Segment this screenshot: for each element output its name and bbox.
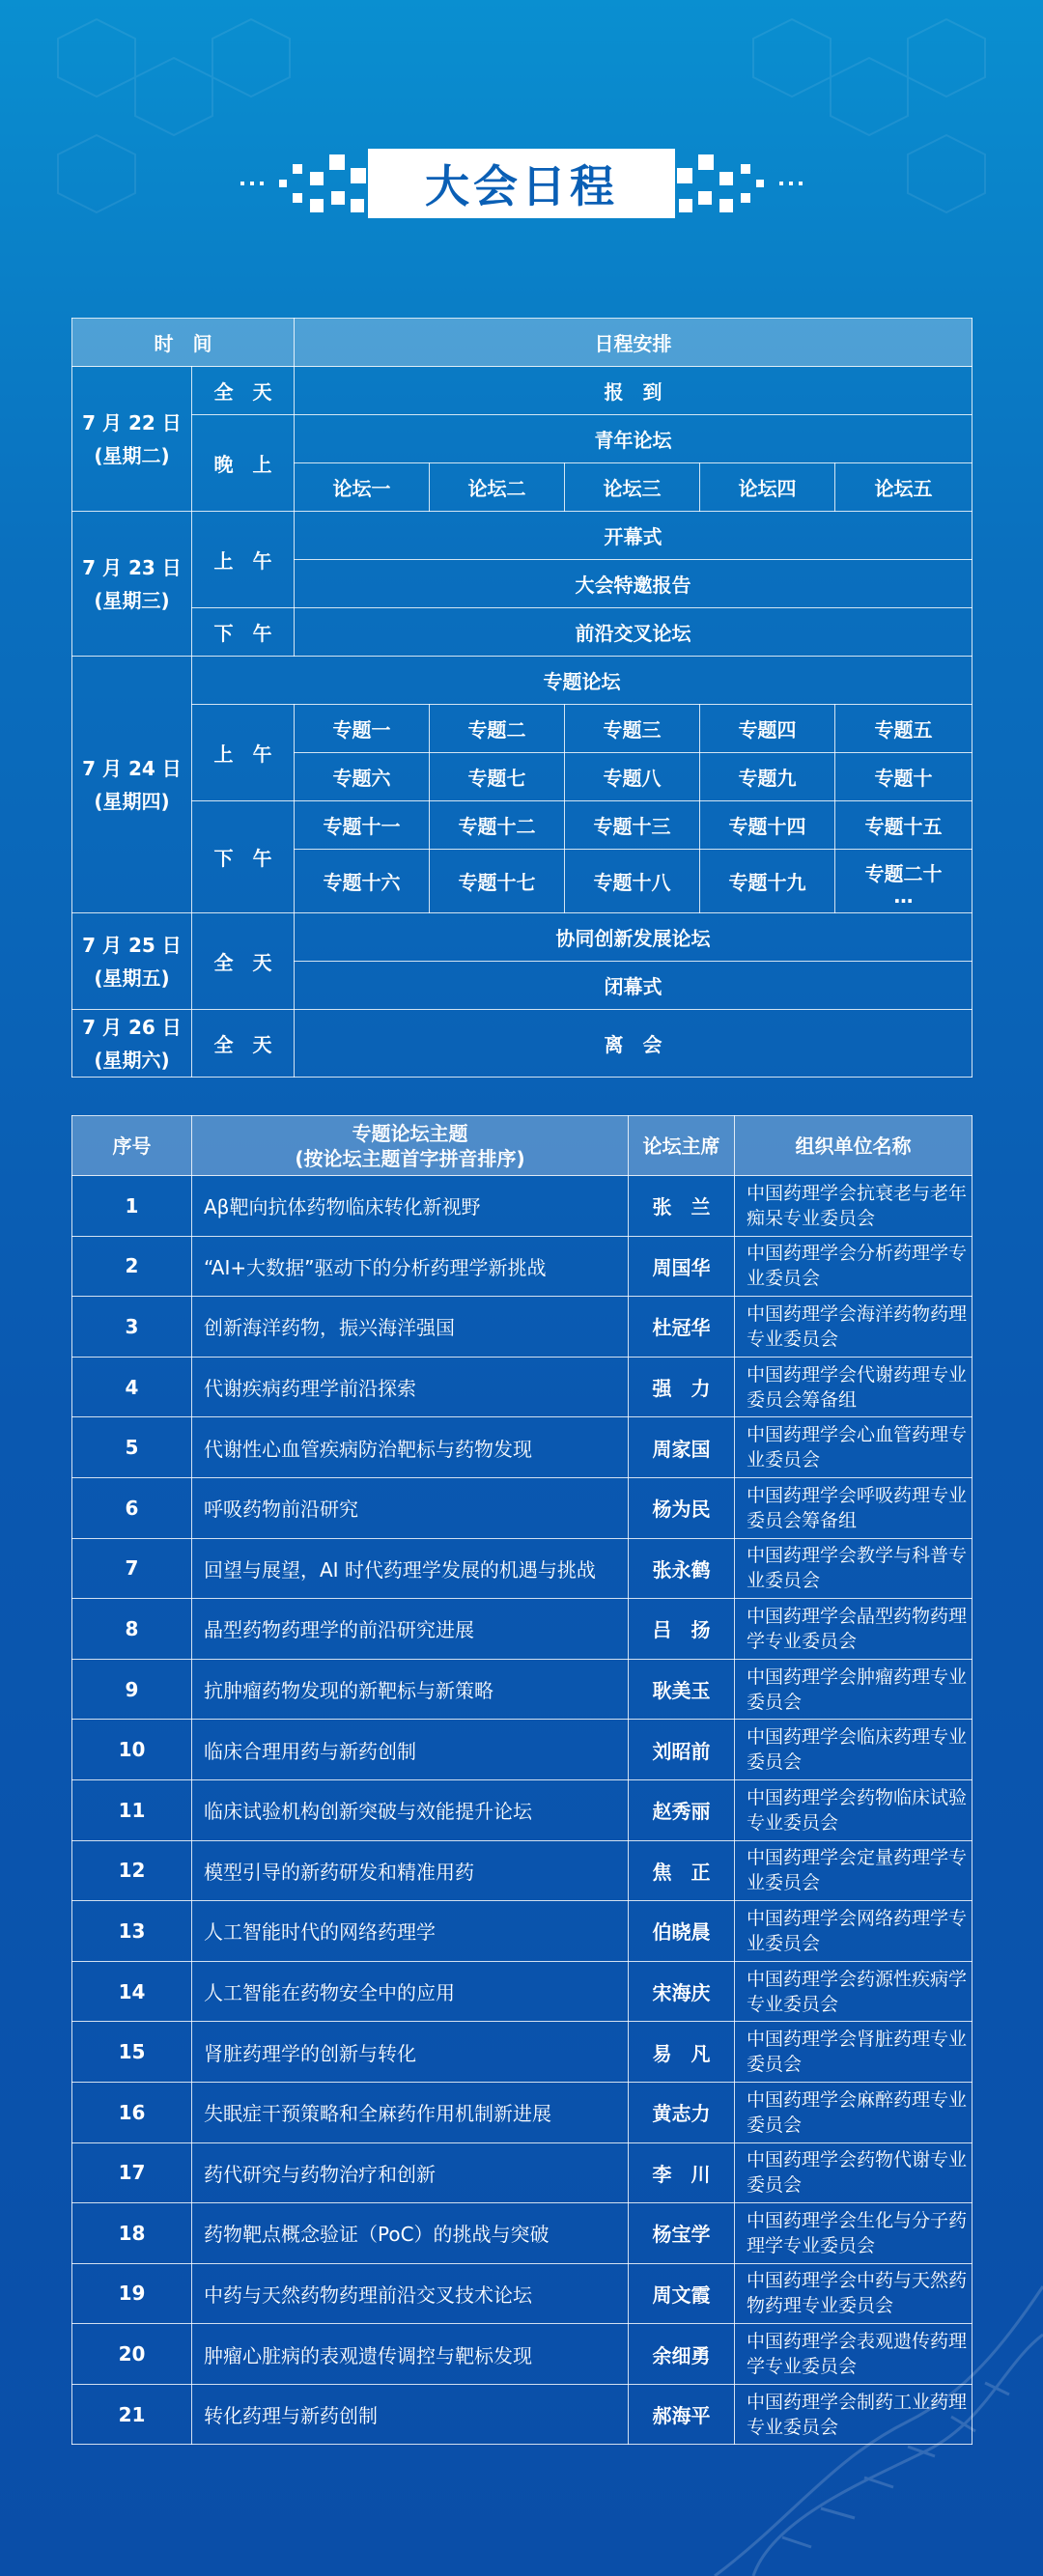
forum-no: 20 (72, 2324, 192, 2385)
forum-row (72, 1417, 973, 1478)
forum-row (72, 1236, 973, 1297)
forum-topic: 代谢性心血管疾病防治靶标与药物发现 (192, 1417, 629, 1478)
forum-row (72, 1840, 973, 1901)
forum-rows (72, 1176, 973, 2445)
forum-row (72, 1901, 973, 1962)
forum-no: 13 (72, 1901, 192, 1962)
schedule-header-row (72, 319, 973, 367)
date-label: 7 月 24 日 (82, 756, 182, 780)
forum-row (72, 1779, 973, 1840)
forum-topic: 失眠症干预策略和全麻药作用机制新进展 (192, 2082, 629, 2142)
forum-chair: 杨宝学 (629, 2203, 735, 2264)
forum-no: 16 (72, 2082, 192, 2142)
forum-org: 中国药理学会肿瘤药理专业委员会 (735, 1659, 973, 1720)
forum-no: 7 (72, 1538, 192, 1599)
forum-no: 15 (72, 2022, 192, 2083)
forum-no: 21 (72, 2384, 192, 2445)
schedule-item: 大会特邀报告 (295, 560, 973, 608)
forum-row (72, 2022, 973, 2083)
date-cell (72, 913, 192, 1010)
topic-cell: 专题十六 (295, 850, 430, 913)
header-topic-title: 专题论坛主题 (352, 1121, 468, 1145)
forum-chair: 焦 正 (629, 1840, 735, 1901)
slot-label: 下 午 (192, 608, 295, 657)
forum-topic: 临床试验机构创新突破与效能提升论坛 (192, 1779, 629, 1840)
weekday-label: (星期二) (94, 443, 170, 467)
forum-topic: 抗肿瘤药物发现的新靶标与新策略 (192, 1659, 629, 1720)
date-label: 7 月 26 日 (82, 1015, 182, 1039)
forum-chair: 周家国 (629, 1417, 735, 1478)
forum-no: 9 (72, 1659, 192, 1720)
forum-org: 中国药理学会教学与科普专业委员会 (735, 1538, 973, 1599)
forum-row (72, 2384, 973, 2445)
forum-chair: 吕 扬 (629, 1599, 735, 1660)
forum-chair: 杜冠华 (629, 1297, 735, 1358)
date-cell (72, 657, 192, 913)
date-label: 7 月 23 日 (82, 555, 182, 579)
forum-chair: 易 凡 (629, 2022, 735, 2083)
sub-forum-cell: 论坛三 (565, 463, 700, 512)
forum-topic: 呼吸药物前沿研究 (192, 1477, 629, 1538)
slot-label: 下 午 (192, 801, 295, 913)
forum-row (72, 1297, 973, 1358)
forum-org: 中国药理学会药物临床试验专业委员会 (735, 1779, 973, 1840)
forum-no: 3 (72, 1297, 192, 1358)
date-label: 7 月 25 日 (82, 933, 182, 957)
schedule-table (71, 318, 973, 1078)
topic-cell: 专题八 (565, 753, 700, 801)
date-cell (72, 512, 192, 657)
forum-chair: 周国华 (629, 1236, 735, 1297)
topic-cell: 专题九 (700, 753, 835, 801)
forum-no: 8 (72, 1599, 192, 1660)
forum-org: 中国药理学会制药工业药理专业委员会 (735, 2384, 973, 2445)
forum-chair: 黄志力 (629, 2082, 735, 2142)
topic-cell-text: 专题二十 (864, 861, 943, 885)
forum-chair: 郝海平 (629, 2384, 735, 2445)
weekday-label: (星期三) (94, 588, 170, 612)
header-org: 组织单位名称 (735, 1116, 973, 1176)
forum-topic: 创新海洋药物，振兴海洋强国 (192, 1297, 629, 1358)
topic-cell: 专题十 (835, 753, 973, 801)
sub-forum-cell: 论坛五 (835, 463, 973, 512)
forum-org: 中国药理学会代谢药理专业委员会筹备组 (735, 1357, 973, 1417)
topic-cell: 专题十二 (430, 801, 565, 850)
forum-no: 2 (72, 1236, 192, 1297)
forum-no: 1 (72, 1176, 192, 1237)
forum-no: 6 (72, 1477, 192, 1538)
topic-cell: 专题十五 (835, 801, 973, 850)
forum-org: 中国药理学会呼吸药理专业委员会筹备组 (735, 1477, 973, 1538)
schedule-item: 前沿交叉论坛 (295, 608, 973, 657)
forum-row (72, 2263, 973, 2324)
forum-chair: 刘昭前 (629, 1720, 735, 1780)
date-label: 7 月 22 日 (82, 410, 182, 434)
forum-topic: Aβ靶向抗体药物临床转化新视野 (192, 1176, 629, 1237)
topic-cell: 专题一 (295, 705, 430, 753)
header-topic-note: (按论坛主题首字拼音排序) (295, 1146, 525, 1170)
topic-cell: 专题三 (565, 705, 700, 753)
forum-topic: 转化药理与新药创制 (192, 2384, 629, 2445)
topic-cell: 专题二 (430, 705, 565, 753)
forum-topic: 中药与天然药物药理前沿交叉技术论坛 (192, 2263, 629, 2324)
forum-chair: 宋海庆 (629, 1961, 735, 2022)
forum-org: 中国药理学会肾脏药理专业委员会 (735, 2022, 973, 2083)
weekday-label: (星期四) (94, 789, 170, 813)
forum-no: 11 (72, 1779, 192, 1840)
topic-cell-last (835, 850, 973, 913)
date-cell (72, 1010, 192, 1078)
forum-org: 中国药理学会药物代谢专业委员会 (735, 2142, 973, 2203)
sub-forum-cell: 论坛四 (700, 463, 835, 512)
forum-chair: 耿美玉 (629, 1659, 735, 1720)
header-topic (192, 1116, 629, 1176)
forum-no: 14 (72, 1961, 192, 2022)
forum-chair: 强 力 (629, 1357, 735, 1417)
schedule-item: 专题论坛 (192, 657, 973, 705)
forum-no: 18 (72, 2203, 192, 2264)
forum-org: 中国药理学会分析药理学专业委员会 (735, 1236, 973, 1297)
forum-row (72, 2324, 973, 2385)
topic-cell: 专题五 (835, 705, 973, 753)
forum-row (72, 1720, 973, 1780)
weekday-label: (星期五) (94, 966, 170, 990)
forum-row (72, 1961, 973, 2022)
slot-label: 全 天 (192, 1010, 295, 1078)
forum-no: 12 (72, 1840, 192, 1901)
forum-topic: 人工智能在药物安全中的应用 (192, 1961, 629, 2022)
forum-org: 中国药理学会网络药理学专业委员会 (735, 1901, 973, 1962)
sub-forum-cell: 论坛一 (295, 463, 430, 512)
schedule-item: 开幕式 (295, 512, 973, 560)
forum-org: 中国药理学会抗衰老与老年痴呆专业委员会 (735, 1176, 973, 1237)
forum-chair: 张永鹤 (629, 1538, 735, 1599)
header-time: 时 间 (72, 319, 295, 367)
forum-row (72, 2203, 973, 2264)
forum-table (71, 1115, 973, 2445)
header-chair: 论坛主席 (629, 1116, 735, 1176)
forum-chair: 伯晓晨 (629, 1901, 735, 1962)
forum-chair: 赵秀丽 (629, 1779, 735, 1840)
forum-topic: 临床合理用药与新药创制 (192, 1720, 629, 1780)
forum-row (72, 1477, 973, 1538)
forum-no: 19 (72, 2263, 192, 2324)
schedule-item: 闭幕式 (295, 962, 973, 1010)
forum-row (72, 1599, 973, 1660)
slot-label: 全 天 (192, 913, 295, 1010)
topic-cell: 专题十七 (430, 850, 565, 913)
forum-row (72, 1176, 973, 1237)
forum-no: 4 (72, 1357, 192, 1417)
sub-forum-cell: 论坛二 (430, 463, 565, 512)
forum-row (72, 1538, 973, 1599)
forum-chair: 余细勇 (629, 2324, 735, 2385)
topic-cell: 专题六 (295, 753, 430, 801)
header-no: 序号 (72, 1116, 192, 1176)
topic-cell: 专题十四 (700, 801, 835, 850)
forum-org: 中国药理学会麻醉药理专业委员会 (735, 2082, 973, 2142)
schedule-item: 离 会 (295, 1010, 973, 1078)
forum-no: 5 (72, 1417, 192, 1478)
forum-topic: 药物靶点概念验证（PoC）的挑战与突破 (192, 2203, 629, 2264)
forum-org: 中国药理学会表观遗传药理学专业委员会 (735, 2324, 973, 2385)
page-title: 大会日程 (368, 149, 675, 218)
topic-cell: 专题十八 (565, 850, 700, 913)
forum-org: 中国药理学会生化与分子药理学专业委员会 (735, 2203, 973, 2264)
title-decoration-left (223, 143, 368, 224)
forum-org: 中国药理学会海洋药物药理专业委员会 (735, 1297, 973, 1358)
forum-org: 中国药理学会临床药理专业委员会 (735, 1720, 973, 1780)
slot-label: 上 午 (192, 705, 295, 801)
forum-chair: 李 川 (629, 2142, 735, 2203)
title-banner (0, 143, 1043, 224)
title-decoration-right (675, 143, 820, 224)
topic-cell: 专题四 (700, 705, 835, 753)
forum-topic: 肿瘤心脏病的表观遗传调控与靶标发现 (192, 2324, 629, 2385)
forum-org: 中国药理学会中药与天然药物药理专业委员会 (735, 2263, 973, 2324)
topic-cell: 专题十三 (565, 801, 700, 850)
forum-topic: “AI+大数据”驱动下的分析药理学新挑战 (192, 1236, 629, 1297)
forum-topic: 肾脏药理学的创新与转化 (192, 2022, 629, 2083)
schedule-item: 青年论坛 (295, 415, 973, 463)
slot-label: 全 天 (192, 367, 295, 415)
forum-row (72, 2142, 973, 2203)
forum-topic: 回望与展望，AI 时代药理学发展的机遇与挑战 (192, 1538, 629, 1599)
forum-topic: 药代研究与药物治疗和创新 (192, 2142, 629, 2203)
forum-chair: 周文霞 (629, 2263, 735, 2324)
forum-org: 中国药理学会心血管药理专业委员会 (735, 1417, 973, 1478)
forum-row (72, 2082, 973, 2142)
slot-label: 晚 上 (192, 415, 295, 512)
schedule-item: 协同创新发展论坛 (295, 913, 973, 962)
topic-cell: 专题七 (430, 753, 565, 801)
forum-org: 中国药理学会药源性疾病学专业委员会 (735, 1961, 973, 2022)
date-cell (72, 367, 192, 512)
forum-org: 中国药理学会晶型药物药理学专业委员会 (735, 1599, 973, 1660)
forum-topic: 人工智能时代的网络药理学 (192, 1901, 629, 1962)
forum-header-row (72, 1116, 973, 1176)
weekday-label: (星期六) (94, 1048, 170, 1072)
forum-no: 17 (72, 2142, 192, 2203)
forum-topic: 晶型药物药理学的前沿研究进展 (192, 1599, 629, 1660)
header-arrangement: 日程安排 (295, 319, 973, 367)
schedule-item: 报 到 (295, 367, 973, 415)
ellipsis: … (893, 883, 914, 908)
forum-org: 中国药理学会定量药理学专业委员会 (735, 1840, 973, 1901)
forum-topic: 代谢疾病药理学前沿探索 (192, 1357, 629, 1417)
topic-cell: 专题十九 (700, 850, 835, 913)
forum-no: 10 (72, 1720, 192, 1780)
topic-cell: 专题十一 (295, 801, 430, 850)
forum-row (72, 1357, 973, 1417)
forum-topic: 模型引导的新药研发和精准用药 (192, 1840, 629, 1901)
forum-row (72, 1659, 973, 1720)
forum-chair: 杨为民 (629, 1477, 735, 1538)
slot-label: 上 午 (192, 512, 295, 608)
forum-chair: 张 兰 (629, 1176, 735, 1237)
